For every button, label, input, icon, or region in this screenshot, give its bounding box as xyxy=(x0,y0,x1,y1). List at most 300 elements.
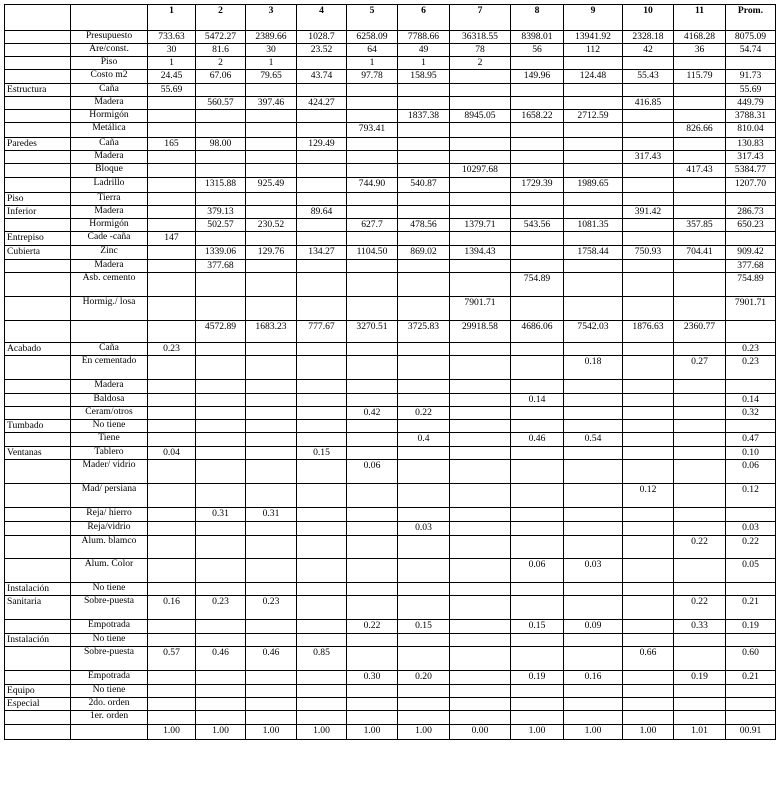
value-cell: 3725.83 xyxy=(398,321,450,343)
category-cell xyxy=(5,620,71,634)
value-cell xyxy=(347,647,398,671)
value-cell xyxy=(196,380,246,394)
value-cell xyxy=(148,193,196,206)
table-row xyxy=(5,407,776,420)
value-cell xyxy=(347,559,398,583)
table-row xyxy=(5,356,776,380)
value-cell xyxy=(564,698,623,711)
value-cell xyxy=(623,356,674,380)
value-cell xyxy=(246,433,297,447)
value-cell xyxy=(564,193,623,206)
value-cell: 379.13 xyxy=(196,206,246,219)
category-cell xyxy=(5,380,71,394)
category-cell: Especial xyxy=(5,698,71,711)
value-cell xyxy=(246,685,297,698)
value-cell xyxy=(347,151,398,164)
value-cell: 0.21 xyxy=(726,596,776,620)
value-cell: 2712.59 xyxy=(564,110,623,123)
value-cell: 0.22 xyxy=(674,536,726,559)
header-cell: 1 xyxy=(148,5,196,31)
value-cell xyxy=(246,273,297,297)
header-cell: 8 xyxy=(511,5,564,31)
value-cell xyxy=(564,97,623,110)
value-cell: 925.49 xyxy=(246,178,297,193)
category-cell xyxy=(5,151,71,164)
value-cell xyxy=(450,583,511,596)
value-cell xyxy=(674,178,726,193)
value-cell: 2 xyxy=(196,57,246,70)
table-row xyxy=(5,380,776,394)
value-cell: 0.06 xyxy=(511,559,564,583)
value-cell: 56 xyxy=(511,44,564,57)
value-cell xyxy=(398,151,450,164)
value-cell xyxy=(398,484,450,508)
header-cell: 11 xyxy=(674,5,726,31)
value-cell xyxy=(450,711,511,725)
value-cell xyxy=(246,711,297,725)
category-cell xyxy=(5,260,71,273)
value-cell xyxy=(297,698,347,711)
value-cell: 8075.09 xyxy=(726,31,776,44)
value-cell: 3270.51 xyxy=(347,321,398,343)
value-cell xyxy=(297,620,347,634)
value-cell: 0.31 xyxy=(196,508,246,522)
table-row xyxy=(5,31,776,44)
value-cell xyxy=(674,193,726,206)
category-cell xyxy=(5,97,71,110)
value-cell xyxy=(297,711,347,725)
value-cell xyxy=(148,420,196,433)
value-cell xyxy=(347,206,398,219)
value-cell: 1207.70 xyxy=(726,178,776,193)
value-cell: 397.46 xyxy=(246,97,297,110)
table-row xyxy=(5,433,776,447)
value-cell: 1379.71 xyxy=(450,219,511,232)
table-row xyxy=(5,273,776,297)
value-cell xyxy=(297,273,347,297)
value-cell xyxy=(347,711,398,725)
value-cell xyxy=(398,273,450,297)
value-cell xyxy=(347,110,398,123)
table-row xyxy=(5,559,776,583)
value-cell xyxy=(196,420,246,433)
value-cell xyxy=(564,508,623,522)
value-cell: 810.04 xyxy=(726,123,776,138)
value-cell: 1315.88 xyxy=(196,178,246,193)
item-cell: Madera xyxy=(71,206,148,219)
value-cell xyxy=(564,596,623,620)
value-cell xyxy=(246,232,297,246)
value-cell xyxy=(148,620,196,634)
value-cell xyxy=(511,297,564,321)
value-cell: 78 xyxy=(450,44,511,57)
value-cell: 0.27 xyxy=(674,356,726,380)
value-cell: 0.06 xyxy=(726,460,776,484)
value-cell xyxy=(196,634,246,647)
value-cell xyxy=(674,273,726,297)
value-cell: 2360.77 xyxy=(674,321,726,343)
value-cell: 754.89 xyxy=(511,273,564,297)
item-cell: Tablero xyxy=(71,447,148,460)
value-cell xyxy=(148,164,196,178)
value-cell xyxy=(297,219,347,232)
value-cell xyxy=(623,583,674,596)
value-cell xyxy=(398,698,450,711)
value-cell xyxy=(246,260,297,273)
value-cell: 2328.18 xyxy=(623,31,674,44)
item-cell: Sobre-puesta xyxy=(71,647,148,671)
value-cell xyxy=(511,484,564,508)
value-cell xyxy=(450,536,511,559)
value-cell: 0.46 xyxy=(511,433,564,447)
value-cell: 36 xyxy=(674,44,726,57)
value-cell xyxy=(148,356,196,380)
value-cell: 424.27 xyxy=(297,97,347,110)
value-cell xyxy=(347,297,398,321)
value-cell xyxy=(450,522,511,536)
table-row xyxy=(5,698,776,711)
value-cell xyxy=(623,123,674,138)
value-cell: 0.31 xyxy=(246,508,297,522)
value-cell xyxy=(623,84,674,97)
value-cell: 777.67 xyxy=(297,321,347,343)
value-cell xyxy=(726,232,776,246)
value-cell xyxy=(726,698,776,711)
item-cell: No tiene xyxy=(71,420,148,433)
category-cell xyxy=(5,297,71,321)
value-cell xyxy=(347,356,398,380)
value-cell xyxy=(148,433,196,447)
table-row xyxy=(5,647,776,671)
value-cell xyxy=(726,711,776,725)
item-cell: Baldosa xyxy=(71,394,148,407)
value-cell: 0.22 xyxy=(726,536,776,559)
value-cell xyxy=(246,671,297,685)
value-cell xyxy=(398,206,450,219)
value-cell: 0.4 xyxy=(398,433,450,447)
value-cell: 55.43 xyxy=(623,70,674,84)
table-row xyxy=(5,671,776,685)
table-row xyxy=(5,44,776,57)
value-cell xyxy=(246,356,297,380)
value-cell xyxy=(674,97,726,110)
value-cell xyxy=(511,57,564,70)
value-cell xyxy=(148,273,196,297)
value-cell xyxy=(450,484,511,508)
value-cell xyxy=(564,273,623,297)
table-row xyxy=(5,110,776,123)
value-cell: 0.15 xyxy=(297,447,347,460)
value-cell: 55.69 xyxy=(726,84,776,97)
value-cell xyxy=(674,460,726,484)
value-cell: 909.42 xyxy=(726,246,776,260)
table-row xyxy=(5,596,776,620)
category-cell xyxy=(5,460,71,484)
value-cell: 793.41 xyxy=(347,123,398,138)
item-cell: Empotrada xyxy=(71,671,148,685)
item-cell: No tiene xyxy=(71,634,148,647)
value-cell xyxy=(398,559,450,583)
value-cell xyxy=(450,178,511,193)
value-cell: 29918.58 xyxy=(450,321,511,343)
item-cell: Caña xyxy=(71,84,148,97)
value-cell xyxy=(564,232,623,246)
value-cell xyxy=(246,522,297,536)
table-row xyxy=(5,484,776,508)
table-row xyxy=(5,97,776,110)
header-cell: 7 xyxy=(450,5,511,31)
table-row xyxy=(5,138,776,151)
value-cell xyxy=(196,583,246,596)
category-cell xyxy=(5,31,71,44)
value-cell xyxy=(246,620,297,634)
value-cell xyxy=(148,711,196,725)
value-cell: 115.79 xyxy=(674,70,726,84)
value-cell xyxy=(297,178,347,193)
value-cell: 0.54 xyxy=(564,433,623,447)
value-cell: 149.96 xyxy=(511,70,564,84)
category-cell xyxy=(5,123,71,138)
value-cell xyxy=(297,536,347,559)
value-cell: 0.21 xyxy=(726,671,776,685)
value-cell: 0.46 xyxy=(246,647,297,671)
value-cell xyxy=(674,57,726,70)
value-cell: 1 xyxy=(347,57,398,70)
value-cell xyxy=(398,297,450,321)
table-row xyxy=(5,394,776,407)
value-cell xyxy=(246,407,297,420)
value-cell xyxy=(148,110,196,123)
value-cell xyxy=(148,671,196,685)
value-cell xyxy=(450,273,511,297)
value-cell: 00.91 xyxy=(726,725,776,740)
value-cell: 449.79 xyxy=(726,97,776,110)
category-cell xyxy=(5,321,71,343)
value-cell xyxy=(347,164,398,178)
value-cell xyxy=(511,647,564,671)
table-row xyxy=(5,420,776,433)
item-cell: Mad/ persiana xyxy=(71,484,148,508)
value-cell xyxy=(511,522,564,536)
value-cell xyxy=(196,685,246,698)
value-cell xyxy=(196,460,246,484)
table-row xyxy=(5,232,776,246)
value-cell xyxy=(398,447,450,460)
value-cell xyxy=(347,698,398,711)
value-cell: 6258.09 xyxy=(347,31,398,44)
category-cell: Equipo xyxy=(5,685,71,698)
value-cell: 91.73 xyxy=(726,70,776,84)
value-cell xyxy=(511,407,564,420)
value-cell: 377.68 xyxy=(726,260,776,273)
value-cell xyxy=(623,698,674,711)
value-cell xyxy=(398,356,450,380)
value-cell: 4168.28 xyxy=(674,31,726,44)
value-cell: 3788.31 xyxy=(726,110,776,123)
value-cell xyxy=(347,536,398,559)
value-cell: 7901.71 xyxy=(726,297,776,321)
value-cell: 1837.38 xyxy=(398,110,450,123)
value-cell xyxy=(564,711,623,725)
item-cell: Caña xyxy=(71,138,148,151)
value-cell xyxy=(398,394,450,407)
item-cell: Presupuesto xyxy=(71,31,148,44)
item-cell: Costo m2 xyxy=(71,70,148,84)
category-cell xyxy=(5,57,71,70)
value-cell: 7901.71 xyxy=(450,297,511,321)
header-cell: 2 xyxy=(196,5,246,31)
value-cell xyxy=(246,84,297,97)
value-cell: 1.00 xyxy=(511,725,564,740)
value-cell xyxy=(726,380,776,394)
value-cell xyxy=(246,110,297,123)
value-cell xyxy=(398,508,450,522)
value-cell xyxy=(674,698,726,711)
value-cell xyxy=(347,420,398,433)
value-cell xyxy=(246,123,297,138)
value-cell xyxy=(347,685,398,698)
value-cell xyxy=(450,356,511,380)
value-cell: 89.64 xyxy=(297,206,347,219)
value-cell xyxy=(196,343,246,356)
value-cell xyxy=(148,559,196,583)
value-cell: 1658.22 xyxy=(511,110,564,123)
value-cell: 869.02 xyxy=(398,246,450,260)
value-cell xyxy=(148,685,196,698)
category-cell xyxy=(5,671,71,685)
value-cell xyxy=(564,460,623,484)
item-cell: 2do. orden xyxy=(71,698,148,711)
item-cell: Ceram/otros xyxy=(71,407,148,420)
table-row xyxy=(5,219,776,232)
header-cell: 3 xyxy=(246,5,297,31)
header-row xyxy=(5,5,776,31)
value-cell: 0.85 xyxy=(297,647,347,671)
category-cell: Estructura xyxy=(5,84,71,97)
value-cell: 0.14 xyxy=(511,394,564,407)
table-row xyxy=(5,193,776,206)
category-cell xyxy=(5,522,71,536)
value-cell: 43.74 xyxy=(297,70,347,84)
value-cell xyxy=(623,178,674,193)
value-cell: 0.03 xyxy=(726,522,776,536)
value-cell xyxy=(398,596,450,620)
value-cell: 42 xyxy=(623,44,674,57)
value-cell xyxy=(148,123,196,138)
value-cell: 0.15 xyxy=(398,620,450,634)
value-cell: 1683.23 xyxy=(246,321,297,343)
value-cell xyxy=(297,583,347,596)
value-cell xyxy=(196,123,246,138)
table-row xyxy=(5,447,776,460)
value-cell xyxy=(246,193,297,206)
value-cell xyxy=(564,484,623,508)
value-cell xyxy=(347,484,398,508)
table-row xyxy=(5,321,776,343)
value-cell xyxy=(398,138,450,151)
value-cell xyxy=(623,522,674,536)
value-cell xyxy=(297,407,347,420)
value-cell: 30 xyxy=(148,44,196,57)
value-cell: 0.66 xyxy=(623,647,674,671)
value-cell xyxy=(398,123,450,138)
value-cell xyxy=(726,634,776,647)
value-cell xyxy=(246,484,297,508)
value-cell: 0.30 xyxy=(347,671,398,685)
value-cell: 230.52 xyxy=(246,219,297,232)
item-cell xyxy=(71,725,148,740)
table-body xyxy=(5,31,776,740)
value-cell xyxy=(511,138,564,151)
value-cell: 1729.39 xyxy=(511,178,564,193)
category-cell xyxy=(5,407,71,420)
value-cell xyxy=(623,297,674,321)
value-cell xyxy=(196,164,246,178)
value-cell: 0.03 xyxy=(398,522,450,536)
value-cell xyxy=(450,433,511,447)
value-cell: 0.22 xyxy=(398,407,450,420)
value-cell xyxy=(623,110,674,123)
value-cell: 1081.35 xyxy=(564,219,623,232)
value-cell xyxy=(623,394,674,407)
value-cell xyxy=(297,123,347,138)
value-cell xyxy=(674,447,726,460)
value-cell xyxy=(246,536,297,559)
value-cell xyxy=(511,246,564,260)
item-cell: Bloque xyxy=(71,164,148,178)
value-cell xyxy=(511,151,564,164)
value-cell: 0.19 xyxy=(511,671,564,685)
value-cell xyxy=(148,407,196,420)
category-cell: Paredes xyxy=(5,138,71,151)
value-cell xyxy=(297,671,347,685)
value-cell xyxy=(398,164,450,178)
value-cell xyxy=(398,583,450,596)
value-cell xyxy=(511,232,564,246)
value-cell xyxy=(511,356,564,380)
header-cell: 10 xyxy=(623,5,674,31)
value-cell: 0.60 xyxy=(726,647,776,671)
value-cell xyxy=(148,297,196,321)
value-cell xyxy=(564,297,623,321)
value-cell xyxy=(623,447,674,460)
value-cell: 81.6 xyxy=(196,44,246,57)
value-cell xyxy=(297,460,347,484)
value-cell xyxy=(148,583,196,596)
value-cell: 317.43 xyxy=(623,151,674,164)
value-cell xyxy=(511,260,564,273)
value-cell xyxy=(623,685,674,698)
value-cell: 650.23 xyxy=(726,219,776,232)
value-cell xyxy=(511,698,564,711)
item-cell: Reja/ hierro xyxy=(71,508,148,522)
value-cell: 1989.65 xyxy=(564,178,623,193)
item-cell xyxy=(71,321,148,343)
value-cell xyxy=(196,273,246,297)
value-cell xyxy=(623,634,674,647)
value-cell xyxy=(297,164,347,178)
value-cell xyxy=(398,343,450,356)
value-cell: 0.33 xyxy=(674,620,726,634)
category-cell xyxy=(5,647,71,671)
value-cell xyxy=(623,219,674,232)
value-cell xyxy=(347,447,398,460)
value-cell xyxy=(564,447,623,460)
value-cell xyxy=(450,151,511,164)
value-cell xyxy=(450,84,511,97)
item-cell: Alum. blamco xyxy=(71,536,148,559)
value-cell xyxy=(398,420,450,433)
